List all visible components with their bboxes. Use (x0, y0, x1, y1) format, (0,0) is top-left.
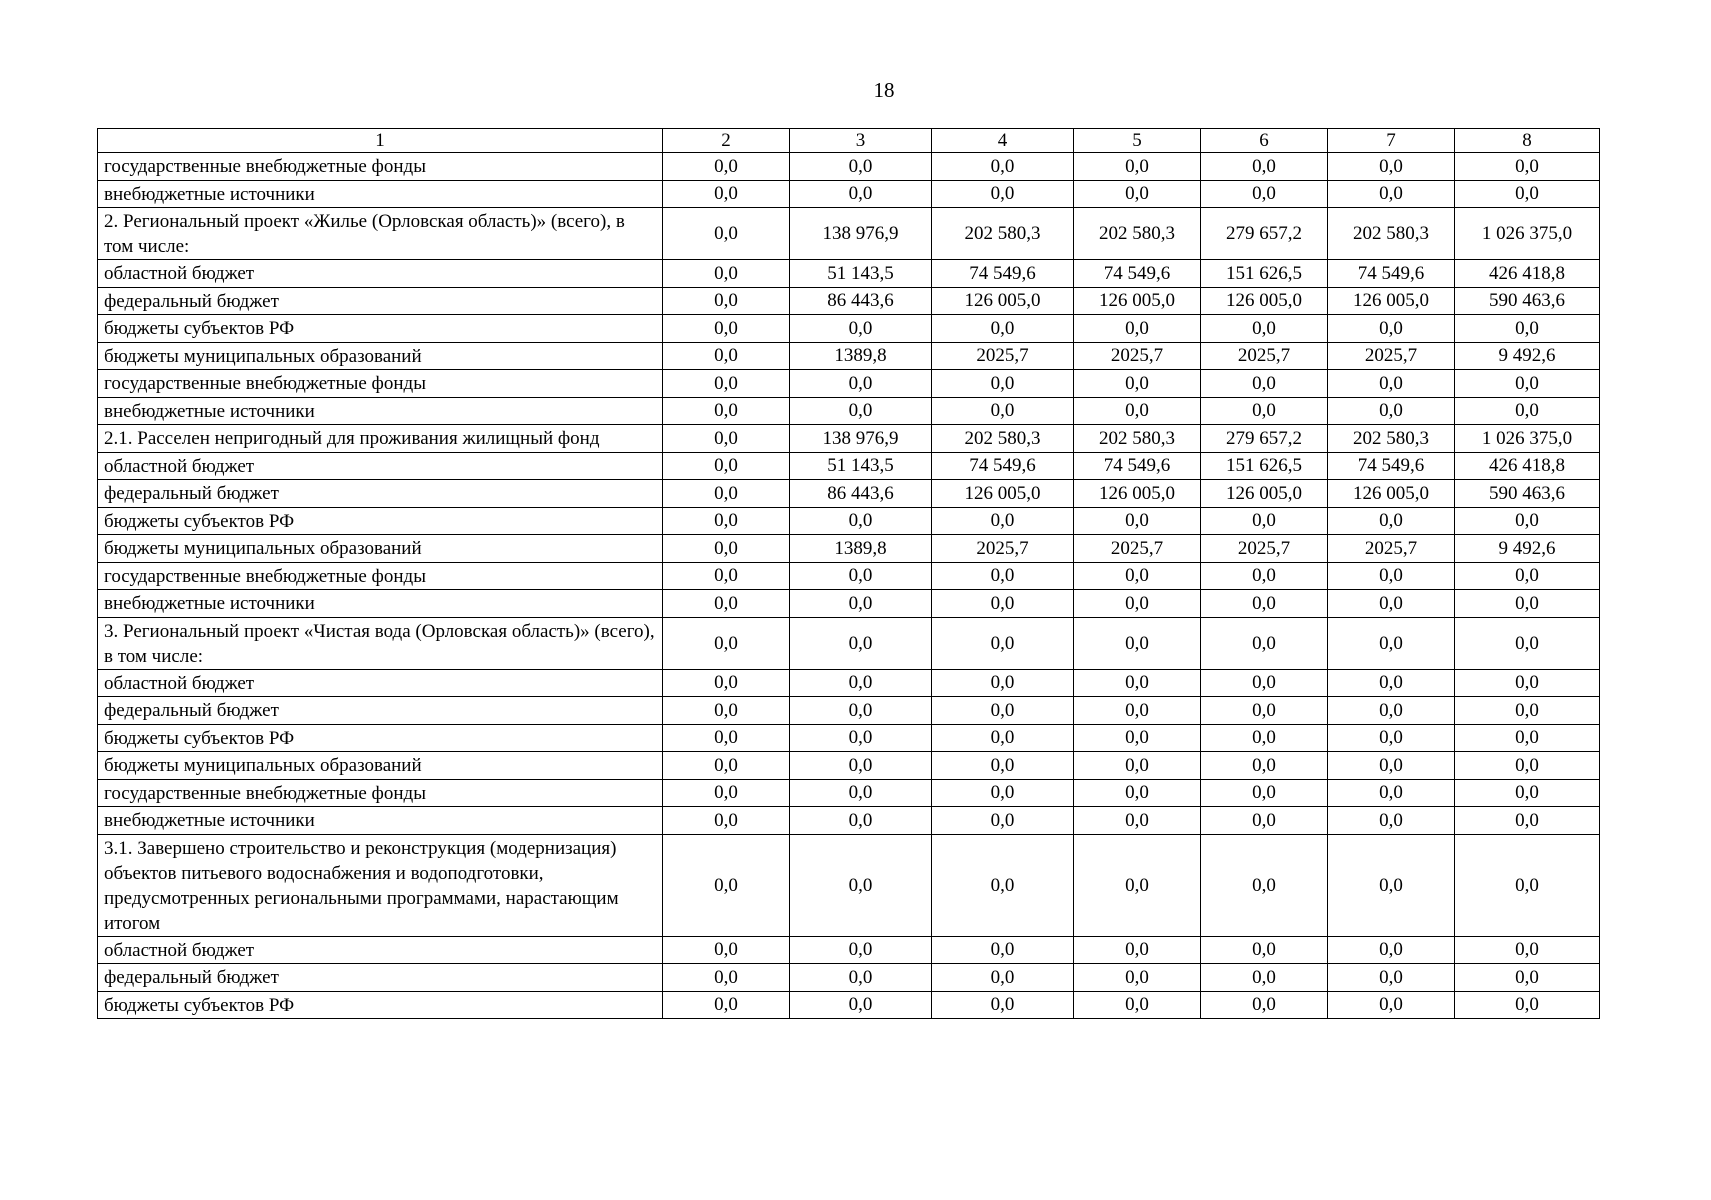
value-cell: 0,0 (1201, 180, 1328, 208)
value-cell: 0,0 (663, 562, 790, 590)
value-cell: 0,0 (1328, 697, 1455, 725)
value-cell: 0,0 (932, 370, 1074, 398)
value-cell: 0,0 (1201, 752, 1328, 780)
value-cell: 0,0 (1201, 370, 1328, 398)
value-cell: 0,0 (790, 153, 932, 181)
value-cell: 0,0 (663, 370, 790, 398)
value-cell: 0,0 (1074, 397, 1201, 425)
value-cell: 0,0 (663, 779, 790, 807)
value-cell: 0,0 (932, 834, 1074, 936)
table-row (98, 425, 1600, 453)
table-row (98, 315, 1600, 343)
value-cell: 0,0 (663, 535, 790, 563)
value-cell: 0,0 (932, 669, 1074, 697)
row-label: областной бюджет (98, 260, 663, 288)
table-row (98, 342, 1600, 370)
value-cell: 74 549,6 (1074, 260, 1201, 288)
value-cell: 0,0 (1201, 617, 1328, 669)
table-row (98, 669, 1600, 697)
row-label: областной бюджет (98, 936, 663, 964)
value-cell: 0,0 (1201, 964, 1328, 992)
value-cell: 0,0 (1074, 153, 1201, 181)
value-cell: 126 005,0 (932, 480, 1074, 508)
value-cell: 0,0 (790, 964, 932, 992)
value-cell: 0,0 (1455, 315, 1600, 343)
value-cell: 0,0 (790, 779, 932, 807)
value-cell: 0,0 (663, 425, 790, 453)
table-row (98, 617, 1600, 669)
value-cell: 0,0 (1328, 370, 1455, 398)
row-label: 3. Региональный проект «Чистая вода (Орловская область)» (всего), в том числе: (98, 617, 663, 669)
header-cell: 6 (1201, 129, 1328, 153)
value-cell: 426 418,8 (1455, 452, 1600, 480)
value-cell: 0,0 (1328, 397, 1455, 425)
value-cell: 0,0 (1201, 697, 1328, 725)
table-row (98, 991, 1600, 1019)
value-cell: 202 580,3 (932, 208, 1074, 260)
value-cell: 202 580,3 (932, 425, 1074, 453)
value-cell: 0,0 (790, 807, 932, 835)
row-label: областной бюджет (98, 452, 663, 480)
value-cell: 0,0 (1201, 936, 1328, 964)
value-cell: 0,0 (1328, 669, 1455, 697)
row-label: федеральный бюджет (98, 697, 663, 725)
table-row (98, 260, 1600, 288)
value-cell: 0,0 (1328, 724, 1455, 752)
value-cell: 0,0 (1328, 807, 1455, 835)
value-cell: 1389,8 (790, 535, 932, 563)
value-cell: 0,0 (1455, 779, 1600, 807)
value-cell: 0,0 (1328, 562, 1455, 590)
row-label: 3.1. Завершено строительство и реконструкция (модернизация) объектов питьевого водоснабжения и водоподготовки, предусмотренных региональными программами, нарастающим итогом (98, 834, 663, 936)
table-row (98, 507, 1600, 535)
row-label: 2.1. Расселен непригодный для проживания жилищный фонд (98, 425, 663, 453)
value-cell: 202 580,3 (1074, 208, 1201, 260)
value-cell: 0,0 (663, 617, 790, 669)
value-cell: 279 657,2 (1201, 425, 1328, 453)
value-cell: 2025,7 (932, 342, 1074, 370)
value-cell: 0,0 (932, 617, 1074, 669)
value-cell: 0,0 (1455, 507, 1600, 535)
value-cell: 51 143,5 (790, 260, 932, 288)
value-cell: 279 657,2 (1201, 208, 1328, 260)
value-cell: 138 976,9 (790, 425, 932, 453)
value-cell: 0,0 (663, 315, 790, 343)
value-cell: 0,0 (1455, 807, 1600, 835)
value-cell: 74 549,6 (932, 260, 1074, 288)
value-cell: 0,0 (1455, 617, 1600, 669)
row-label: бюджеты субъектов РФ (98, 315, 663, 343)
table-row (98, 779, 1600, 807)
value-cell: 0,0 (932, 315, 1074, 343)
table-row (98, 590, 1600, 618)
value-cell: 0,0 (932, 991, 1074, 1019)
value-cell: 0,0 (1074, 964, 1201, 992)
value-cell: 0,0 (932, 807, 1074, 835)
value-cell: 9 492,6 (1455, 342, 1600, 370)
value-cell: 0,0 (1201, 669, 1328, 697)
value-cell: 0,0 (1455, 936, 1600, 964)
table-row (98, 397, 1600, 425)
value-cell: 0,0 (1328, 964, 1455, 992)
value-cell: 0,0 (663, 697, 790, 725)
row-label: бюджеты субъектов РФ (98, 991, 663, 1019)
value-cell: 1389,8 (790, 342, 932, 370)
value-cell: 0,0 (1074, 779, 1201, 807)
value-cell: 0,0 (932, 153, 1074, 181)
value-cell: 0,0 (1074, 724, 1201, 752)
value-cell: 0,0 (1328, 315, 1455, 343)
value-cell: 0,0 (1074, 315, 1201, 343)
value-cell: 0,0 (1328, 617, 1455, 669)
value-cell: 1 026 375,0 (1455, 208, 1600, 260)
value-cell: 151 626,5 (1201, 452, 1328, 480)
value-cell: 0,0 (1074, 936, 1201, 964)
value-cell: 0,0 (1455, 724, 1600, 752)
value-cell: 0,0 (1455, 991, 1600, 1019)
value-cell: 0,0 (663, 452, 790, 480)
row-label: государственные внебюджетные фонды (98, 779, 663, 807)
value-cell: 0,0 (663, 507, 790, 535)
value-cell: 0,0 (790, 397, 932, 425)
row-label: бюджеты субъектов РФ (98, 507, 663, 535)
value-cell: 0,0 (1201, 590, 1328, 618)
value-cell: 0,0 (790, 834, 932, 936)
value-cell: 0,0 (1201, 991, 1328, 1019)
row-label: 2. Региональный проект «Жилье (Орловская область)» (всего), в том числе: (98, 208, 663, 260)
value-cell: 0,0 (932, 964, 1074, 992)
row-label: государственные внебюджетные фонды (98, 562, 663, 590)
value-cell: 0,0 (663, 964, 790, 992)
row-label: бюджеты муниципальных образований (98, 752, 663, 780)
value-cell: 0,0 (663, 153, 790, 181)
value-cell: 0,0 (932, 590, 1074, 618)
value-cell: 0,0 (932, 697, 1074, 725)
row-label: федеральный бюджет (98, 287, 663, 315)
header-cell: 7 (1328, 129, 1455, 153)
value-cell: 0,0 (1201, 834, 1328, 936)
value-cell: 0,0 (1074, 180, 1201, 208)
value-cell: 0,0 (790, 315, 932, 343)
value-cell: 74 549,6 (932, 452, 1074, 480)
value-cell: 0,0 (663, 480, 790, 508)
value-cell: 0,0 (663, 260, 790, 288)
value-cell: 202 580,3 (1328, 208, 1455, 260)
value-cell: 74 549,6 (1328, 452, 1455, 480)
value-cell: 0,0 (1328, 590, 1455, 618)
budget-table (97, 128, 1600, 1019)
value-cell: 126 005,0 (1201, 480, 1328, 508)
table-row (98, 480, 1600, 508)
value-cell: 0,0 (1328, 180, 1455, 208)
value-cell: 51 143,5 (790, 452, 932, 480)
value-cell: 0,0 (1328, 834, 1455, 936)
value-cell: 0,0 (790, 590, 932, 618)
row-label: внебюджетные источники (98, 590, 663, 618)
table-row (98, 834, 1600, 936)
value-cell: 0,0 (1455, 752, 1600, 780)
value-cell: 0,0 (1201, 807, 1328, 835)
row-label: федеральный бюджет (98, 964, 663, 992)
page-number: 18 (873, 78, 895, 102)
value-cell: 0,0 (663, 397, 790, 425)
value-cell: 74 549,6 (1074, 452, 1201, 480)
row-label: областной бюджет (98, 669, 663, 697)
value-cell: 0,0 (790, 617, 932, 669)
value-cell: 0,0 (663, 669, 790, 697)
value-cell: 2025,7 (1328, 342, 1455, 370)
header-cell: 8 (1455, 129, 1600, 153)
value-cell: 426 418,8 (1455, 260, 1600, 288)
value-cell: 2025,7 (1074, 535, 1201, 563)
value-cell: 0,0 (790, 669, 932, 697)
value-cell: 0,0 (1328, 779, 1455, 807)
value-cell: 0,0 (1074, 669, 1201, 697)
row-label: государственные внебюджетные фонды (98, 153, 663, 181)
header-cell: 3 (790, 129, 932, 153)
value-cell: 0,0 (663, 936, 790, 964)
value-cell: 1 026 375,0 (1455, 425, 1600, 453)
value-cell: 0,0 (790, 991, 932, 1019)
value-cell: 0,0 (1455, 590, 1600, 618)
value-cell: 0,0 (790, 370, 932, 398)
value-cell: 0,0 (663, 287, 790, 315)
row-label: внебюджетные источники (98, 397, 663, 425)
value-cell: 126 005,0 (1201, 287, 1328, 315)
value-cell: 9 492,6 (1455, 535, 1600, 563)
value-cell: 0,0 (1201, 562, 1328, 590)
value-cell: 0,0 (1074, 590, 1201, 618)
row-label: бюджеты субъектов РФ (98, 724, 663, 752)
value-cell: 0,0 (1074, 991, 1201, 1019)
table-row (98, 535, 1600, 563)
value-cell: 126 005,0 (1074, 480, 1201, 508)
value-cell: 0,0 (1455, 153, 1600, 181)
value-cell: 0,0 (1201, 779, 1328, 807)
row-label: бюджеты муниципальных образований (98, 342, 663, 370)
value-cell: 0,0 (1328, 153, 1455, 181)
value-cell: 0,0 (790, 697, 932, 725)
value-cell: 202 580,3 (1074, 425, 1201, 453)
value-cell: 86 443,6 (790, 287, 932, 315)
value-cell: 0,0 (1455, 562, 1600, 590)
table-row (98, 752, 1600, 780)
value-cell: 0,0 (663, 834, 790, 936)
value-cell: 0,0 (663, 342, 790, 370)
value-cell: 2025,7 (1201, 342, 1328, 370)
value-cell: 0,0 (790, 724, 932, 752)
value-cell: 0,0 (932, 180, 1074, 208)
value-cell: 0,0 (1201, 724, 1328, 752)
table-body (98, 129, 1600, 1019)
value-cell: 0,0 (1328, 752, 1455, 780)
value-cell: 2025,7 (932, 535, 1074, 563)
value-cell: 126 005,0 (932, 287, 1074, 315)
row-label: внебюджетные источники (98, 807, 663, 835)
table-row (98, 807, 1600, 835)
table-row (98, 697, 1600, 725)
value-cell: 0,0 (663, 208, 790, 260)
table-row (98, 562, 1600, 590)
value-cell: 0,0 (932, 752, 1074, 780)
value-cell: 138 976,9 (790, 208, 932, 260)
value-cell: 0,0 (932, 936, 1074, 964)
value-cell: 0,0 (932, 507, 1074, 535)
value-cell: 0,0 (1455, 669, 1600, 697)
value-cell: 2025,7 (1074, 342, 1201, 370)
value-cell: 0,0 (663, 991, 790, 1019)
value-cell: 0,0 (790, 507, 932, 535)
value-cell: 0,0 (932, 724, 1074, 752)
row-label: государственные внебюджетные фонды (98, 370, 663, 398)
table-row (98, 153, 1600, 181)
table-row (98, 287, 1600, 315)
table-row (98, 964, 1600, 992)
value-cell: 0,0 (1074, 562, 1201, 590)
value-cell: 0,0 (663, 807, 790, 835)
header-cell: 1 (98, 129, 663, 153)
value-cell: 74 549,6 (1328, 260, 1455, 288)
value-cell: 126 005,0 (1328, 480, 1455, 508)
value-cell: 0,0 (1455, 397, 1600, 425)
value-cell: 0,0 (1455, 697, 1600, 725)
value-cell: 0,0 (790, 562, 932, 590)
value-cell: 86 443,6 (790, 480, 932, 508)
header-cell: 4 (932, 129, 1074, 153)
value-cell: 0,0 (1328, 936, 1455, 964)
value-cell: 0,0 (790, 180, 932, 208)
table-row (98, 370, 1600, 398)
value-cell: 2025,7 (1201, 535, 1328, 563)
value-cell: 0,0 (790, 936, 932, 964)
value-cell: 0,0 (1201, 507, 1328, 535)
table-row (98, 208, 1600, 260)
value-cell: 2025,7 (1328, 535, 1455, 563)
value-cell: 0,0 (932, 397, 1074, 425)
table-row (98, 936, 1600, 964)
value-cell: 126 005,0 (1328, 287, 1455, 315)
value-cell: 0,0 (1328, 507, 1455, 535)
value-cell: 0,0 (1074, 370, 1201, 398)
value-cell: 0,0 (1074, 697, 1201, 725)
value-cell: 0,0 (663, 590, 790, 618)
value-cell: 0,0 (1455, 180, 1600, 208)
value-cell: 0,0 (1455, 370, 1600, 398)
table-row (98, 180, 1600, 208)
value-cell: 202 580,3 (1328, 425, 1455, 453)
header-cell: 2 (663, 129, 790, 153)
value-cell: 590 463,6 (1455, 287, 1600, 315)
value-cell: 0,0 (790, 752, 932, 780)
value-cell: 0,0 (663, 180, 790, 208)
value-cell: 0,0 (1074, 507, 1201, 535)
value-cell: 126 005,0 (1074, 287, 1201, 315)
value-cell: 0,0 (663, 724, 790, 752)
header-cell: 5 (1074, 129, 1201, 153)
value-cell: 151 626,5 (1201, 260, 1328, 288)
value-cell: 0,0 (1074, 752, 1201, 780)
value-cell: 0,0 (1455, 834, 1600, 936)
value-cell: 0,0 (1201, 315, 1328, 343)
value-cell: 0,0 (1201, 153, 1328, 181)
value-cell: 0,0 (932, 562, 1074, 590)
value-cell: 0,0 (1455, 964, 1600, 992)
value-cell: 0,0 (1074, 807, 1201, 835)
value-cell: 0,0 (1074, 834, 1201, 936)
value-cell: 0,0 (932, 779, 1074, 807)
value-cell: 0,0 (1074, 617, 1201, 669)
table-row (98, 452, 1600, 480)
table-row (98, 724, 1600, 752)
value-cell: 0,0 (1201, 397, 1328, 425)
header-row (98, 129, 1600, 153)
value-cell: 0,0 (1328, 991, 1455, 1019)
row-label: федеральный бюджет (98, 480, 663, 508)
row-label: бюджеты муниципальных образований (98, 535, 663, 563)
row-label: внебюджетные источники (98, 180, 663, 208)
value-cell: 0,0 (663, 752, 790, 780)
value-cell: 590 463,6 (1455, 480, 1600, 508)
